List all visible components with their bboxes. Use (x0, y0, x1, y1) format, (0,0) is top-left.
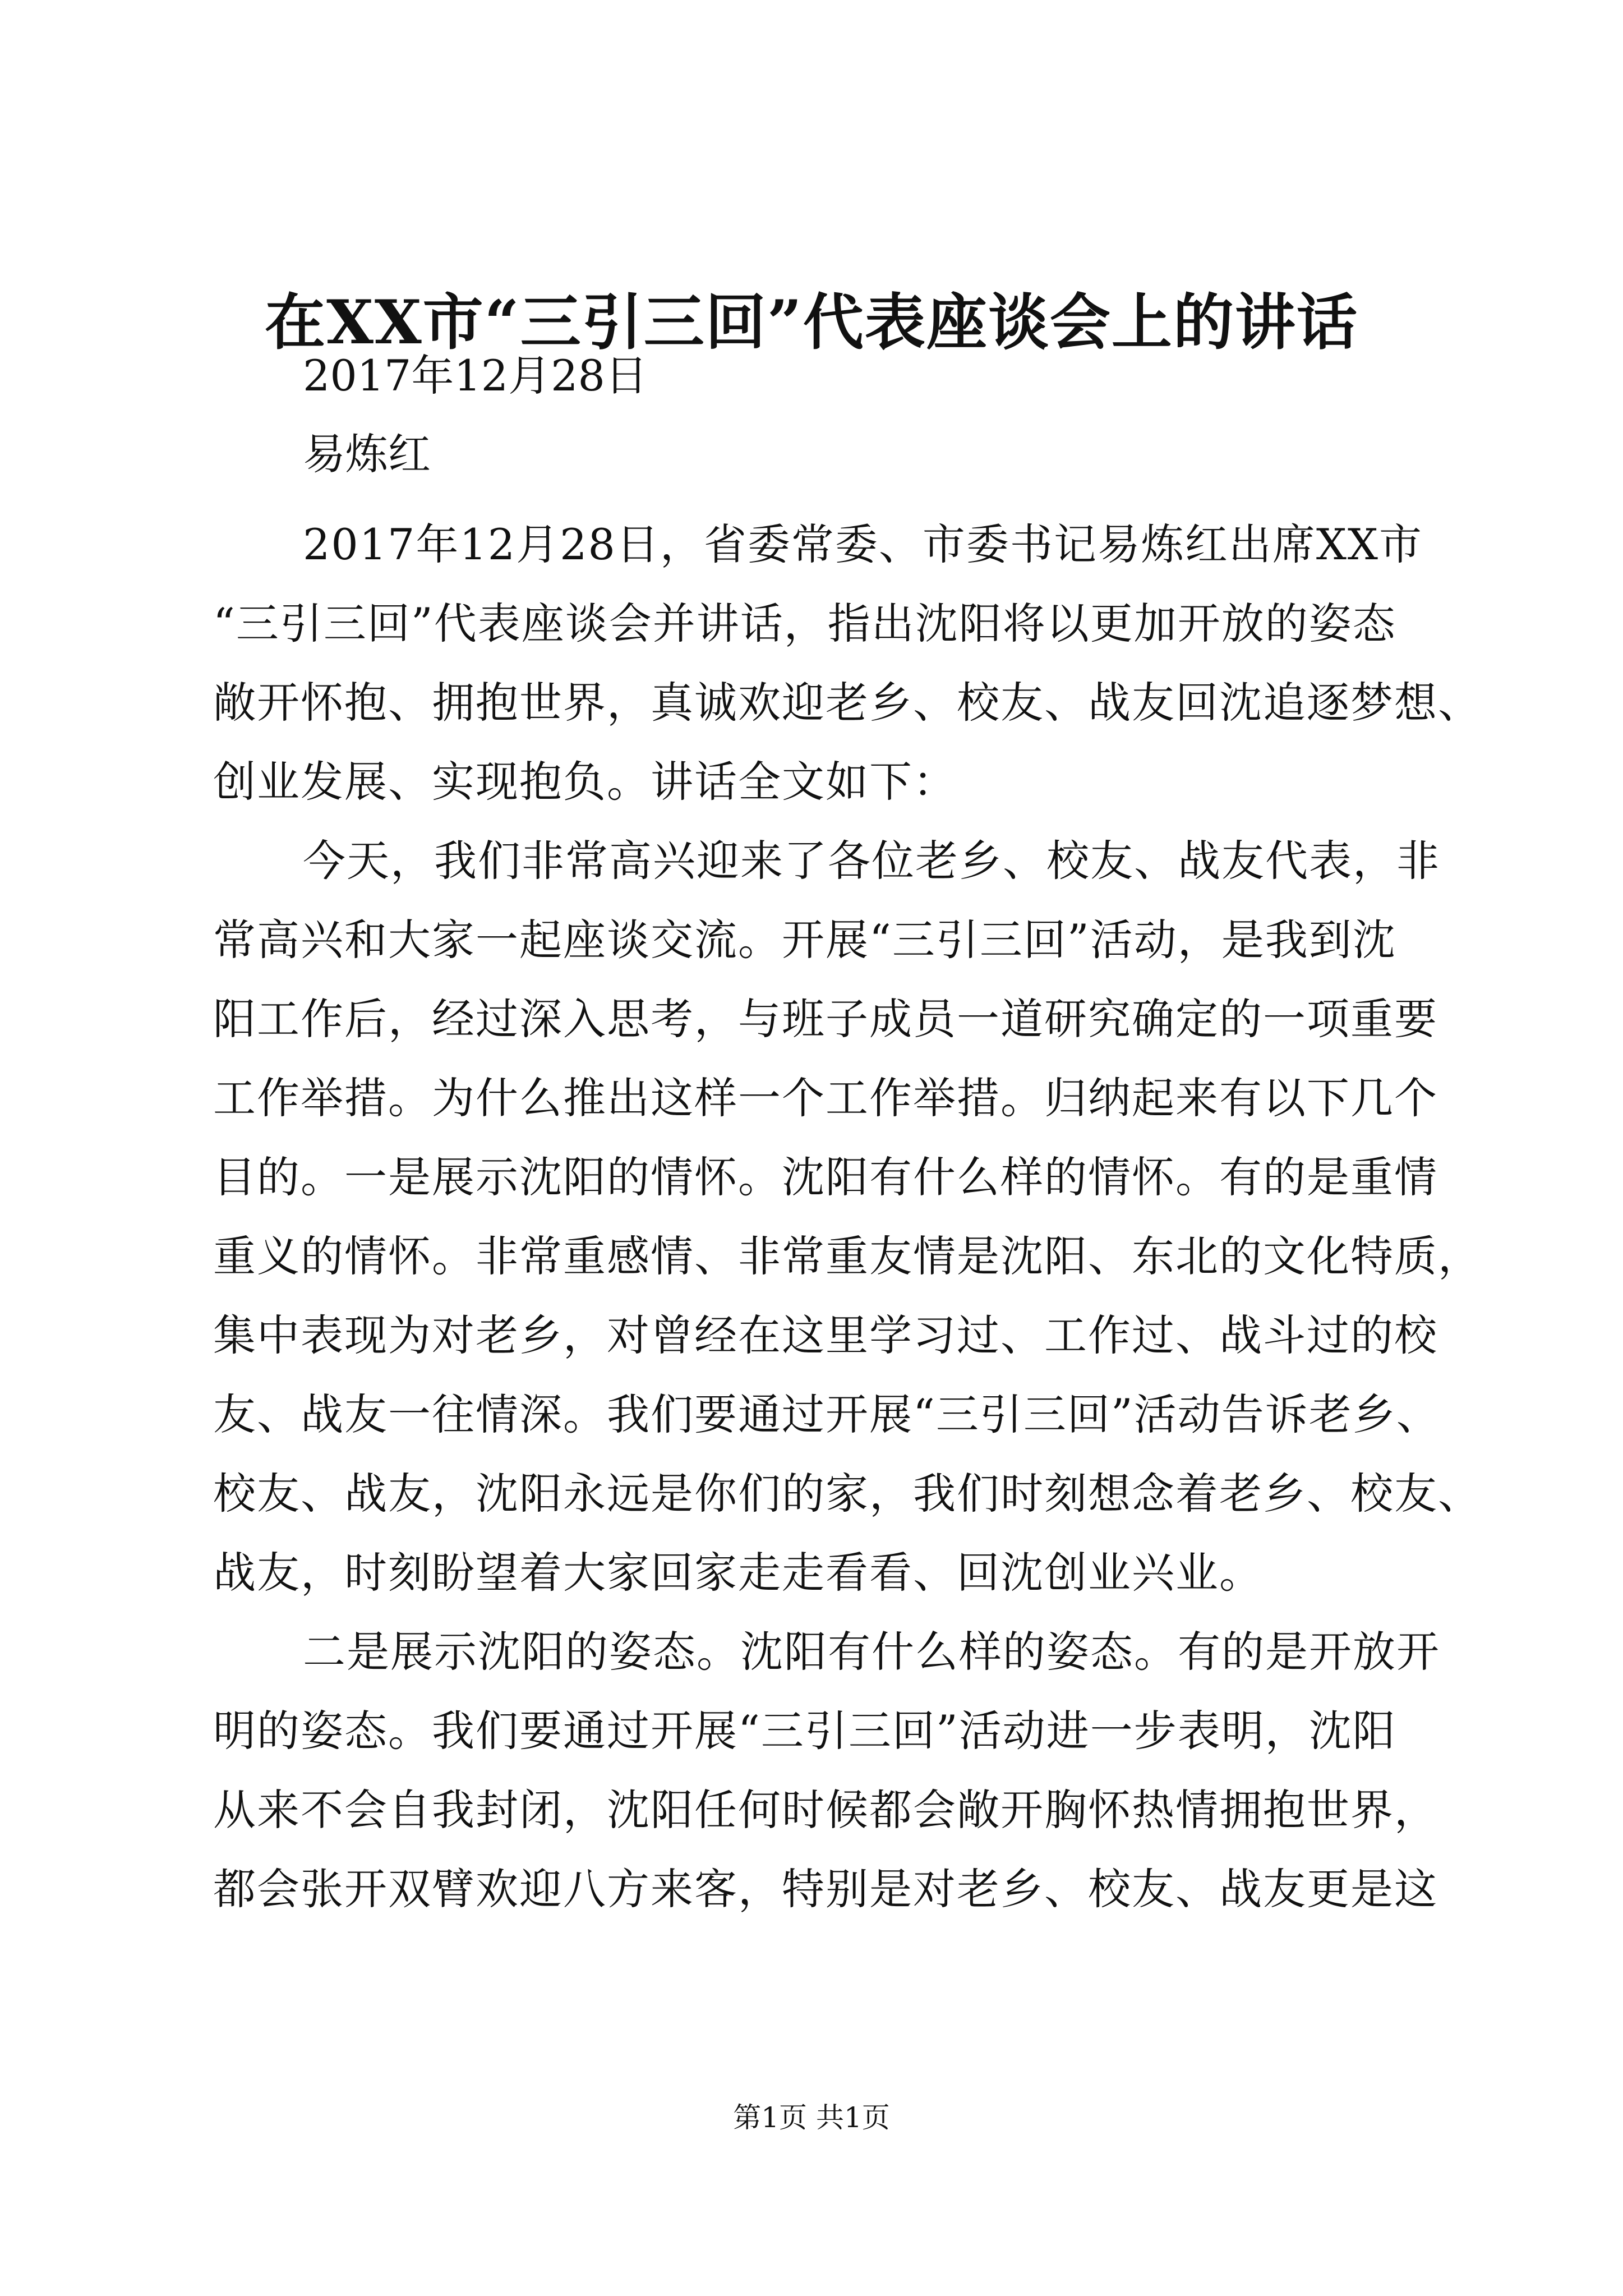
paragraph (213, 821, 1482, 1612)
paragraph-line: 从来不会自我封闭，沈阳任何时候都会敞开胸怀热情拥抱世界， (213, 1785, 1438, 1835)
paragraph-line: 重义的情怀。非常重感情、非常重友情是沈阳、东北的文化特质， (213, 1231, 1482, 1281)
document-title: 在XX市“三引三回”代表座谈会上的讲话 (265, 287, 1358, 358)
paragraph-line: 目的。一是展示沈阳的情怀。沈阳有什么样的情怀。有的是重情 (213, 1152, 1438, 1202)
paragraph-line: 2017年12月28日，省委常委、市委书记易炼红出席XX市 (303, 519, 1423, 569)
paragraph-line: 工作举措。为什么推出这样一个工作举措。归纳起来有以下几个 (213, 1073, 1438, 1123)
paragraph (213, 505, 1482, 821)
page-footer: 第1页 共1页 (733, 2101, 890, 2134)
paragraph-line: 常高兴和大家一起座谈交流。开展“三引三回”活动，是我到沈 (213, 915, 1396, 965)
paragraph-line: 敞开怀抱、拥抱世界，真诚欢迎老乡、校友、战友回沈追逐梦想、 (213, 678, 1482, 728)
document-author: 易炼红 (303, 429, 431, 479)
paragraph-line: 明的姿态。我们要通过开展“三引三回”活动进一步表明，沈阳 (213, 1706, 1396, 1756)
paragraph-line: 创业发展、实现抱负。讲话全文如下： (213, 757, 957, 807)
document-date: 2017年12月28日 (303, 351, 648, 401)
paragraph-line: 今天，我们非常高兴迎来了各位老乡、校友、战友代表，非 (303, 836, 1440, 886)
paragraph-line: “三引三回”代表座谈会并讲话，指出沈阳将以更加开放的姿态 (213, 599, 1396, 648)
paragraph-line: 二是展示沈阳的姿态。沈阳有什么样的姿态。有的是开放开 (303, 1627, 1440, 1677)
document-body (213, 505, 1482, 1929)
paragraph-line: 校友、战友，沈阳永远是你们的家，我们时刻想念着老乡、校友、 (213, 1469, 1482, 1519)
paragraph-line: 集中表现为对老乡，对曾经在这里学习过、工作过、战斗过的校 (213, 1310, 1438, 1360)
paragraph-line: 都会张开双臂欢迎八方来客，特别是对老乡、校友、战友更是这 (213, 1864, 1438, 1914)
paragraph (213, 1612, 1440, 1929)
paragraph-line: 阳工作后，经过深入思考，与班子成员一道研究确定的一项重要 (213, 994, 1438, 1044)
paragraph-line: 友、战友一往情深。我们要通过开展“三引三回”活动告诉老乡、 (213, 1389, 1440, 1439)
paragraph-line: 战友，时刻盼望着大家回家走走看看、回沈创业兴业。 (213, 1548, 1263, 1598)
